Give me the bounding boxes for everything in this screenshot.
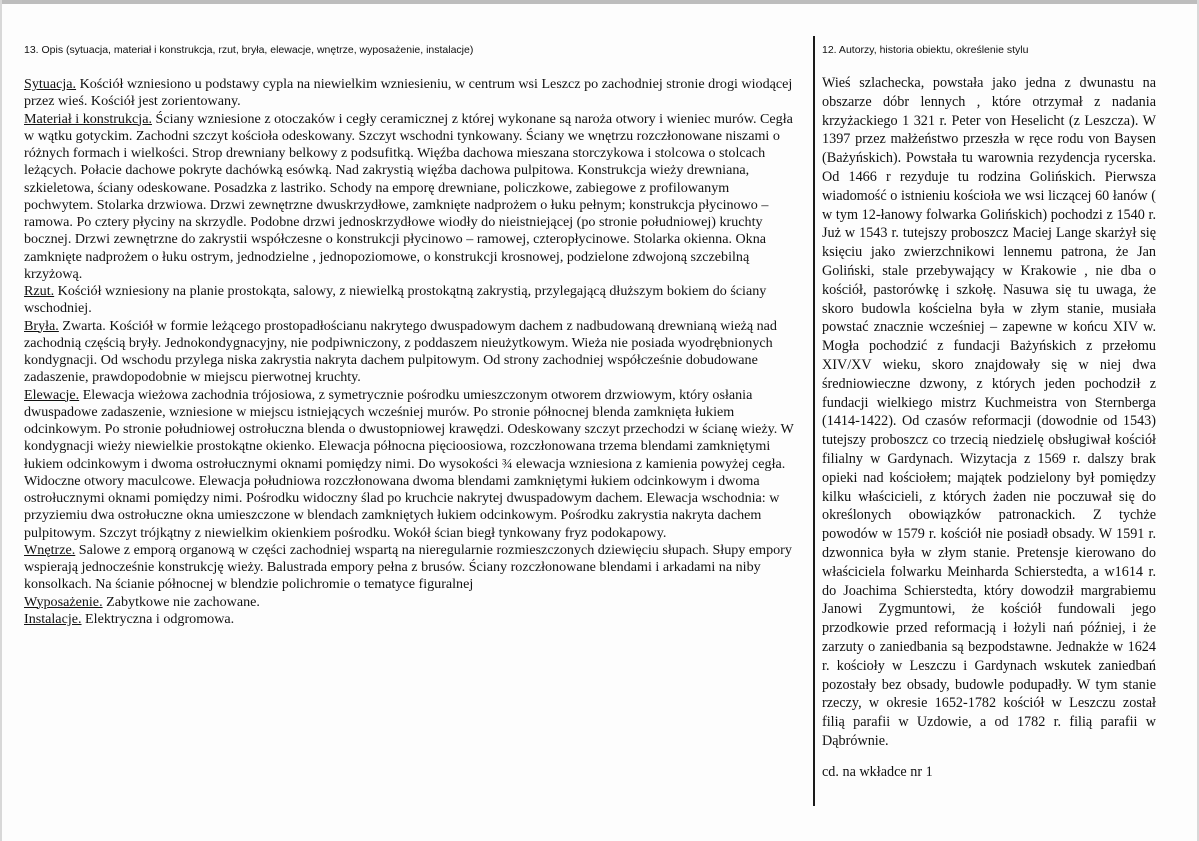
label-plan: Rzut. <box>24 283 55 299</box>
text-form: Zwarta. Kościół w formie leżącego prostopadłościanu nakrytego dwuspadowym dachem z nadbudowaną drewnianą wieżą nad zachodnią częścią bryły. Jednokondygnacyjny, nie podpiwniczony, z poddaszem nieużytkowym. Wieża nie posiada wyodrębnionych kondygnacji. Od wschodu przylega niska zakrystia nakryta dachem pulpitowym. Od strony zachodniej współcześnie dobudowane zadaszenie, prawdopodobnie w miejscu pierwotnej kruchty. <box>24 317 777 386</box>
section-12-header: 12. Autorzy, historia obiektu, określenie stylu <box>822 44 1029 56</box>
description-furnishings <box>24 594 794 611</box>
label-material: Materiał i konstrukcja. <box>24 110 152 127</box>
history-column <box>822 74 1156 751</box>
scan-edge-left <box>0 0 2 841</box>
description-installations <box>24 611 794 628</box>
scan-edge-top <box>0 0 1199 4</box>
text-installations: Elektryczna i odgromowa. <box>81 610 235 627</box>
description-interior <box>24 542 794 594</box>
text-interior: Salowe z emporą organową w części zachodniej wspartą na nieregularnie rozmieszczonych dziewięciu słupach. Słupy empory wspierają jednocześnie konstrukcję wieży. Balustrada empory pełna z brusów. Ściany rozczłonowane blendami i arkadami na niby konsolkach. Na ścianie północnej w blendzie polichromie o tematyce figuralnej <box>24 541 792 593</box>
label-situation: Sytuacja. <box>24 76 77 92</box>
history-text: Wieś szlachecka, powstała jako jedna z dwunastu na obszarze dóbr lennych , które otrzymał z nadania krzyżackiego 1 321 r. Peter von Heselicht (z Leszcza). W 1397 przez małżeństwo przeszła w ręce rodu von Baysen (Bażyńskich). Powstała tu warownia rezydencja rycerska. Od 1466 r rezyduje tu rodzina Golińskich. Pierwsza wiadomość o istnieniu kościoła we wsi liczącej 60 łanów ( w tym 12-łanowy folwarka Golińskich) pochodzi z 1540 r. Już w 1543 r. tutejszy proboszcz Maciej Lange skarżył się księciu jako zwierzchnikowi lennemu patrona, że Jan Goliński, stale przebywający w Krakowie , nie dba o kościół, pastorówkę i szkołę. Nasuwa się tu uwaga, że skoro budowla kościelna była w złym stanie, musiała powstać znacznie wcześniej – zapewne w końcu XIV w. Mogła pochodzić z fundacji Bażyńskich z przełomu XIV/XV wieku, skoro znajdowały się w niej dwa średniowieczne dzwony, z których jeden pochodził z fundacji wielkiego mistrz Kuchmeistra von Sternberga (1414-1422). Od czasów reformacji (dowodnie od 1543) tutejszy proboszcz co trzecią niedzielę obsługiwał kościół filialny w Gardynach. Wizytacja z 1569 r. dalszy brak opieki nad kościołem; majątek podzielony był pomiędzy kilku właścicieli, z których żaden nie poczuwał się do określonych obowiązków patronackich. Z tychże powodów w 1579 r. kościół nie posiadł obsady. W 1591 r. dzwonnica była w złym stanie. Pretensje kierowano do właściciela folwarku Meinharda Schierstedta, a w1614 r. do Joachima Schierstedta, który dowodził margrabiemu Janowi Zygmuntowi, że kościół fundowali jego przodkowie przed reformacją i łożyli nań później, i że zarzuty o zaniedbania są bezpodstawne. Jednakże w 1624 r. kościoły w Leszczu i Gardynach wskutek zaniedbań pozostały bez obsady, budowle podupadły. W tym stanie rzeczy, w okresie 1652-1782 kościół w Leszczu został filią parafii w Uzdowie, a od 1782 r. filią parafii w Dąbrównie. <box>822 75 1156 749</box>
text-situation: Kościół wzniesiono u podstawy cypla na niewielkim wzniesieniu, w centrum wsi Leszcz po zachodniej stronie drogi wiodącej przez wieś. Kościół jest zorientowany. <box>24 76 793 110</box>
section-13-header: 13. Opis (sytuacja, materiał i konstrukcja, rzut, bryła, elewacje, wnętrze, wyposażenie, instalacje) <box>24 44 474 56</box>
text-elevations: Elewacja wieżowa zachodnia trójosiowa, z symetrycznie pośrodku umieszczonym otworem drzwiowym, który osłania dwuspadowe zadaszenie, wzniesione w miejscu istniejących wcześniej murów. Po stronie północnej blenda zamknięta łukiem odcinkowym. Po stronie południowej ostrołuczna blenda o dwustopniowej krawędzi. Odeskowany szczyt przechodzi w ścianę wieży. W kondygnacji wieży niewielkie prostokątne okienko. Elewacja północna pięcioosiowa, rozczłonowana trzema blendami zamkniętymi łukiem odcinkowym i dwoma ostrołucznymi oknami pomiędzy nimi. Do wysokości ¾ elewacja wzniesiona z kamienia powyżej cegła. Widoczne otwory maculcowe. Elewacja południowa rozczłonowana dwoma blendami zamkniętymi łukiem odcinkowym i dwoma ostrołucznymi oknami pomiędzy nimi. Pośrodku widoczny ślad po kruchcie nakrytej dwuspadowym dachem. Elewacja wschodnia: w przyziemiu dwa ostrołuczne okna umieszczone w blendach zamkniętych łukiem odcinkowym. Pośrodku zakrystia nakryta dachem pulpitowym. Szczyt trójkątny z niewielkim okienkiem pośrodku. Wokół ścian biegł tynkowany fryz podokapowy. <box>24 386 794 541</box>
description-material <box>24 111 794 284</box>
continuation-note: cd. na wkładce nr 1 <box>822 764 933 780</box>
column-divider <box>813 36 815 806</box>
description-elevations <box>24 387 794 542</box>
label-elevations: Elewacje. <box>24 386 80 403</box>
label-furnishings: Wyposażenie. <box>24 593 103 610</box>
description-form <box>24 318 794 387</box>
description-plan <box>24 283 794 318</box>
description-column <box>24 76 794 628</box>
text-material: Ściany wzniesione z otoczaków i cegły ceramicznej z której wykonane są naroża otwory i wieniec murów. Cegła w wątku gotyckim. Zachodni szczyt kościoła odeskowany. Szczyt wschodni tynkowany. Ściany we wnętrzu rozczłonowane niszami o różnych formach i wielkości. Strop drewniany belkowy z podsufitką. Więźba dachowa mieszana storczykowa i stolcowa o stolcach leżących. Połacie dachowe pokryte dachówką esówką. Nad zakrystią więźba dachowa pulpitowa. Konstrukcja wieży drewniana, szkieletowa, ściany odeskowane. Posadzka z lastriko. Schody na emporę drewniane, policzkowe, zabiegowe z profilowanym pochwytem. Stolarka drzwiowa. Drzwi zewnętrzne dwuskrzydłowe, zamknięte nadprożem o łuku pełnym; konstrukcja płycinowo – ramowa. Po cztery płyciny na skrzydle. Podobne drzwi jednoskrzydłowe wiodły do nieistniejącej (po stronie południowej) kruchty bocznej. Drzwi zewnętrzne do zakrystii współczesne o konstrukcji płycinowo – ramowej, czteropłycinowe. Stolarka okienna. Okna zamknięte nadprożem o łuku ostrym, jednodzielne , jednopoziomowe, o konstrukcji krosnowej, podzielone zdwojoną szczebilną krzyżową. <box>24 110 793 282</box>
label-interior: Wnętrze. <box>24 541 76 558</box>
text-furnishings: Zabytkowe nie zachowane. <box>102 593 260 610</box>
label-form: Bryła. <box>24 317 59 334</box>
label-installations: Instalacje. <box>24 610 82 627</box>
description-situation <box>24 76 794 111</box>
text-plan: Kościół wzniesiony na planie prostokąta, salowy, z niewielką prostokątną zakrystią, przylegającą dłuższym bokiem do ściany wschodniej. <box>24 283 767 317</box>
